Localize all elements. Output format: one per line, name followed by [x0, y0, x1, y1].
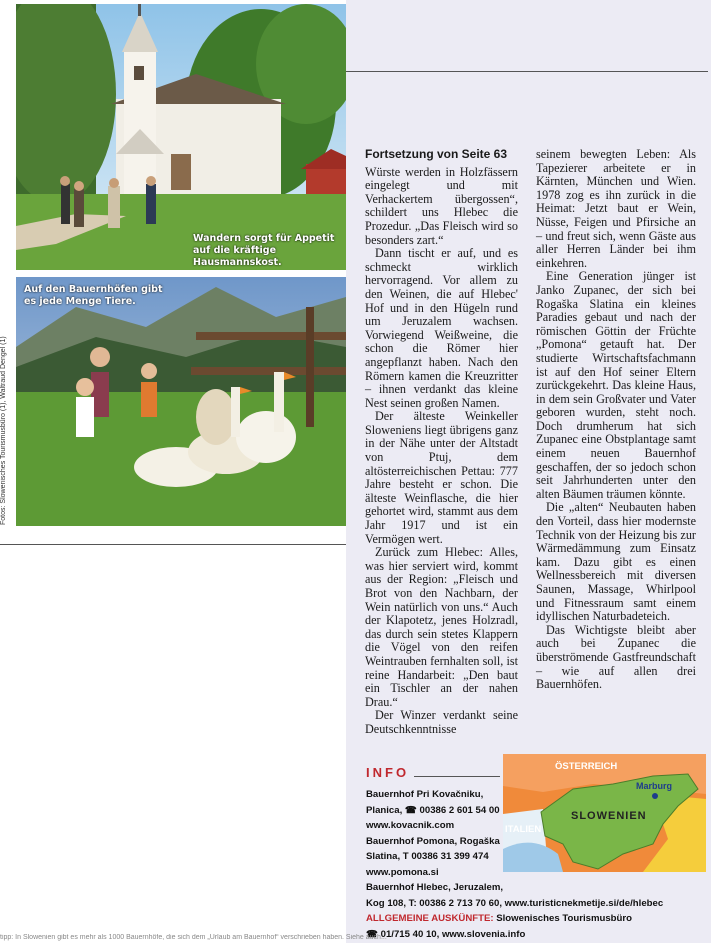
paragraph: Die „alten“ Neubauten haben den Vorteil, dass hier modernste Technik von der Heizung bis zur Wärmedämmung zum Einsatz kam. Dazu gibt es einen Wellnessbereich mit diversen Saunen, Massage, Whirlpool und Fitnessraum samt einem idyllischen Naturbadeteich. — [536, 500, 696, 624]
photo-church-hikers — [16, 4, 346, 270]
map-label-marburg: Marburg — [636, 781, 672, 791]
photo2-caption: Auf den Bauernhöfen gibt es jede Menge Tiere. — [24, 284, 163, 307]
info-title: INFO — [366, 765, 410, 780]
paragraph: Eine Generation jünger ist Janko Zupanec, der sich bei Rogaška Slatina ein kleines Paradies gebaut und nach der römischen Göttin der Früchte „Pomona“ getauft hat. Der studierte Wirtschaftsfachmann ist auf den Hof seiner Eltern zurückgekehrt. Das kleine Haus, in dem sein Großvater und Vater geboren wurden, steht noch. Doch drumherum hat sich Zupanec eine Obstplantage samt einem neuen Bauernhof geschaffen, der so jedoch schon seit Jahrhunderten unter den alten Bäumen träumen könnte. — [536, 269, 696, 501]
info-rule — [414, 776, 500, 777]
map-label-italy: ITALIEN — [505, 824, 542, 835]
photo-children-geese — [16, 277, 346, 526]
top-rule — [346, 71, 708, 72]
info-line: Planica, ☎ 00386 2 601 54 00 — [366, 804, 500, 816]
paragraph: Das Wichtigste bleibt aber auch bei Zupanec die überströmende Gastfreundschaft – wie auf allen drei Bauernhöfen. — [536, 622, 696, 692]
info-link[interactable]: www.pomona.si — [366, 866, 439, 878]
paragraph: Würste werden in Holzfässern eingelegt und mit Verhackertem übergossen“, schildert uns Hlebec die Prozedur. „Das Fleisch wird so besonders zart.“ — [365, 164, 518, 247]
slovenia-map — [503, 754, 706, 872]
info-line: Bauernhof Hlebec, Jeruzalem, — [366, 882, 504, 893]
article-column-2 — [536, 148, 696, 692]
paragraph: seinem bewegten Leben: Als Tapezierer arbeitete er in Kärnten, München und Wien. 1978 zog es ihn zurück in die Heimat: Jetzt baut er Wein, Nüsse, Feigen und Pfirsiche an – und freut sich, wenn Gäste aus aller Herren Länder bei ihm einkehren. — [536, 147, 696, 270]
photo-credit: Fotos: Slowenisches Tourismusbüro (1), Waltraud Dengel (1) — [0, 336, 7, 525]
info-line: Slatina, T 00386 31 399 474 — [366, 851, 489, 862]
paragraph: Der älteste Weinkeller Sloweniens liegt übrigens ganz in der Nähe unter der Altstadt von Ptuj, dem altösterreichischen Pettau: 777 Jahre besteht er schon. Die älteste Weinflasche, die hier gehortet wird, stammt aus dem Jahr 1917 und ist ein Vermögen wert. — [365, 409, 518, 546]
info-general-text: Slowenisches Tourismusbüro — [493, 913, 632, 924]
info-line: Bauernhof Pomona, Rogaška — [366, 835, 500, 847]
article-column-1 — [365, 148, 518, 737]
paragraph: Dann tischt er auf, und es schmeckt wirklich hervorragend. Vor allem zu den Weinen, die auf Hlebec' Hof und in den Hügeln rund um Jeruzalem wachsen. Vorwiegend Weißweine, die schon die Römer hier angepflanzt haben. Nach den Römern kamen die Kreuzritter – ihnen verdankt das kleine Nest seinen großen Namen. — [365, 246, 518, 410]
info-link[interactable]: www.kovacnik.com — [366, 820, 455, 831]
info-line: Bauernhof Pri Kovačniku, — [366, 789, 484, 800]
left-rule — [0, 544, 346, 545]
paragraph: Der Winzer verdankt seine Deutschkenntnisse — [365, 708, 518, 736]
info-general — [366, 911, 706, 927]
bottom-strip: tipp: In Slowenien gibt es mehr als 1000 Bauernhöfe, die sich dem „Urlaub am Bauernhof“ verschrieben haben. Siehe auch... — [0, 934, 387, 941]
info-line[interactable]: Kog 108, T: 00386 2 713 70 60, www.turisticnekmetije.si/de/hlebec — [366, 897, 664, 909]
geese-photo-illustration — [16, 277, 346, 526]
church-photo-illustration — [16, 4, 346, 270]
map-label-slovenia: SLOWENIEN — [571, 810, 647, 822]
photo1-caption: Wandern sorgt für Appetit auf die kräftige Hausmannskost. — [193, 233, 335, 268]
info-general-label: ALLGEMEINE AUSKÜNFTE: — [366, 913, 494, 924]
map-label-austria: ÖSTERREICH — [555, 761, 618, 772]
paragraph: Zurück zum Hlebec: Alles, was hier serviert wird, kommt aus der Region: „Fleisch und Brot von den Nachbarn, der Wein natürlich von uns.“ Auch der Klapotetz, jenes Holzradl, das durch sein stetes Klappern die Vögel von den reifen Weintrauben fernhalten soll, ist reine Handarbeit: „Den baut ein Tischler an der nahen Drau.“ — [365, 545, 518, 709]
continuation-heading: Fortsetzung von Seite 63 — [365, 147, 508, 161]
info-general-phone[interactable]: ☎ 01/715 40 10, www.slovenia.info — [366, 928, 526, 940]
